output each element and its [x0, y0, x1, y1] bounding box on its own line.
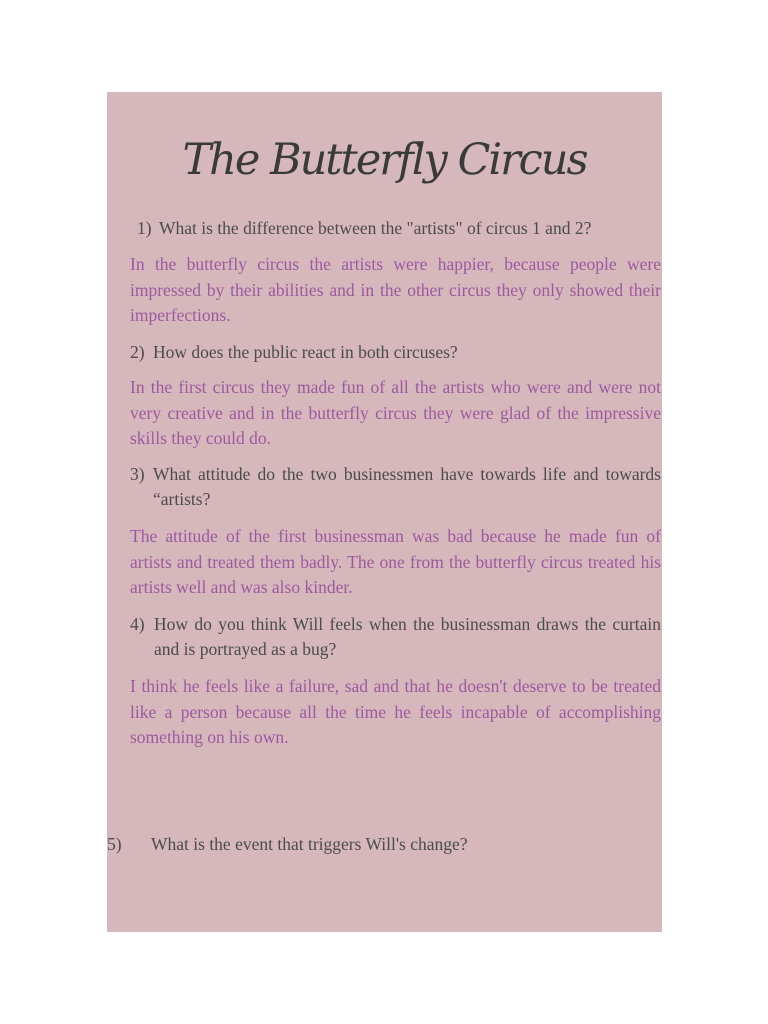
question-1: [137, 216, 662, 241]
question-text: How do you think Will feels when the businessman draws the curtain and is portrayed as a bug?: [154, 614, 661, 659]
answer-3: The attitude of the first businessman was bad because he made fun of artists and treated them badly. The one from the butterfly circus treated his artists well and was also kinder.: [130, 526, 661, 597]
question-3: [130, 462, 661, 512]
question-number: 3): [130, 464, 145, 484]
answer-4: I think he feels like a failure, sad and that he doesn't deserve to be treated like a person because all the time he feels incapable of accomplishing something on his own.: [130, 676, 661, 747]
question-text: What attitude do the two businessmen have towards life and towards “artists?: [153, 464, 661, 509]
answer-1: In the butterfly circus the artists were happier, because people were impressed by their abilities and in the other circus they only showed their imperfections.: [130, 254, 661, 325]
question-number: 4): [130, 614, 145, 634]
document-title: The Butterfly Circus: [182, 135, 587, 185]
question-text: How does the public react in both circuses?: [153, 342, 458, 362]
answer-2: In the first circus they made fun of all the artists who were and were not very creative and in the butterfly circus they were glad of the impressive skills they could do.: [130, 377, 661, 448]
question-number: 1): [137, 218, 152, 238]
question-text: What is the difference between the "artists" of circus 1 and 2?: [159, 218, 592, 238]
question-number: 5): [107, 834, 122, 854]
question-2: [130, 340, 661, 365]
document-page: [107, 92, 662, 932]
question-4: [130, 612, 661, 662]
question-text: What is the event that triggers Will's change?: [151, 834, 468, 854]
question-number: 2): [130, 342, 145, 362]
